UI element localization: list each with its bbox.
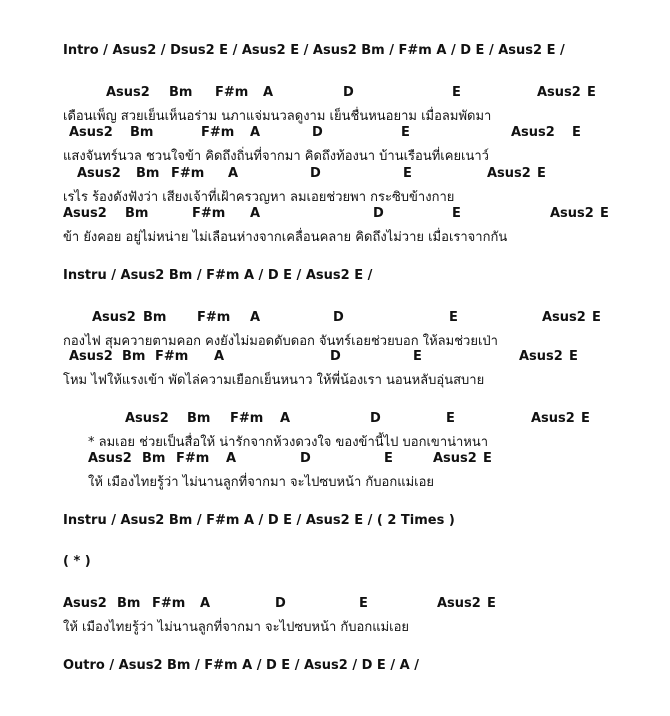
chord: D bbox=[330, 349, 341, 364]
chord: F#m bbox=[155, 349, 189, 364]
chord: D bbox=[333, 310, 344, 325]
lyric-line: * ลมเอย ช่วยเป็นสื่อให้ น่ารักจากห้วงดวงใจ ของข้านี้ไป บอกเขาน่าหนา bbox=[88, 435, 489, 450]
chord: E bbox=[401, 125, 410, 140]
chord: F#m bbox=[215, 85, 249, 100]
chord: D bbox=[300, 451, 311, 466]
chord: Asus2 bbox=[542, 310, 586, 325]
chord: D bbox=[312, 125, 323, 140]
chord: A bbox=[226, 451, 237, 466]
chord: E bbox=[600, 206, 609, 221]
chord: A bbox=[250, 206, 261, 221]
chord: E bbox=[452, 206, 461, 221]
chord-line bbox=[0, 85, 670, 101]
chord: Asus2 bbox=[531, 411, 575, 426]
chord: A bbox=[214, 349, 225, 364]
chord: D bbox=[343, 85, 354, 100]
chord-line bbox=[0, 310, 670, 326]
chord: E bbox=[487, 596, 496, 611]
chord: Asus2 bbox=[519, 349, 563, 364]
chord: D bbox=[370, 411, 381, 426]
chord: A bbox=[250, 310, 261, 325]
chord: E bbox=[446, 411, 455, 426]
chord-line bbox=[0, 451, 670, 467]
chord: Asus2 bbox=[77, 166, 121, 181]
section-chorus-repeat: ( * ) bbox=[63, 554, 91, 569]
chord: Asus2 bbox=[550, 206, 594, 221]
chord: D bbox=[373, 206, 384, 221]
chord: Bm bbox=[136, 166, 160, 181]
chord: E bbox=[413, 349, 422, 364]
chord: D bbox=[275, 596, 286, 611]
chord: Bm bbox=[169, 85, 193, 100]
chord: E bbox=[403, 166, 412, 181]
chord: F#m bbox=[230, 411, 264, 426]
chord: Bm bbox=[142, 451, 166, 466]
lyric-line: แสงจันทร์นวล ชวนใจข้า คิดถึงถิ่นที่จากมา คิดถึงท้องนา บ้านเรือนที่เคยเนาว์ bbox=[63, 149, 489, 164]
lyric-line: ข้า ยังคอย อยู่ไม่หน่าย ไม่เลือนห่างจากเคลื่อนคลาย คิดถึงไม่วาย เมื่อเราจากกัน bbox=[63, 230, 508, 245]
chord: Asus2 bbox=[88, 451, 132, 466]
chord: Asus2 bbox=[537, 85, 581, 100]
lyric-line: เดือนเพ็ญ สวยเย็นเห็นอร่าม นภาแจ่มนวลดูงาม เย็นชื่นหนอยาม เมื่อลมพัดมา bbox=[63, 109, 492, 124]
chord-line bbox=[0, 596, 670, 612]
section-outro: Outro / Asus2 Bm / F#m A / D E / Asus2 / D E / A / bbox=[63, 658, 419, 673]
chord: A bbox=[228, 166, 239, 181]
chord-line bbox=[0, 125, 670, 141]
chord: Bm bbox=[125, 206, 149, 221]
chord: E bbox=[384, 451, 393, 466]
chord: E bbox=[449, 310, 458, 325]
chord: Asus2 bbox=[63, 596, 107, 611]
chord: E bbox=[587, 85, 596, 100]
chord: Asus2 bbox=[125, 411, 169, 426]
chord: E bbox=[569, 349, 578, 364]
chord: F#m bbox=[201, 125, 235, 140]
chord: F#m bbox=[192, 206, 226, 221]
chord: Bm bbox=[117, 596, 141, 611]
chord: Asus2 bbox=[63, 206, 107, 221]
section-intro: Intro / Asus2 / Dsus2 E / Asus2 E / Asus2 Bm / F#m A / D E / Asus2 E / bbox=[63, 43, 565, 58]
chord: E bbox=[581, 411, 590, 426]
chord: D bbox=[310, 166, 321, 181]
chord: E bbox=[483, 451, 492, 466]
chord: E bbox=[537, 166, 546, 181]
chord: A bbox=[263, 85, 274, 100]
chord: F#m bbox=[197, 310, 231, 325]
chord: E bbox=[452, 85, 461, 100]
lyric-line: ให้ เมืองไทยรู้ว่า ไม่นานลูกที่จากมา จะไปซบหน้า กับอกแม่เอย bbox=[63, 620, 410, 635]
chord-line bbox=[0, 411, 670, 427]
chord: Asus2 bbox=[69, 125, 113, 140]
chord: F#m bbox=[171, 166, 205, 181]
chord: E bbox=[572, 125, 581, 140]
chord: Asus2 bbox=[106, 85, 150, 100]
chord-line bbox=[0, 166, 670, 182]
lyric-line: ให้ เมืองไทยรู้ว่า ไม่นานลูกที่จากมา จะไปซบหน้า กับอกแม่เอย bbox=[88, 475, 435, 490]
section-instru2: Instru / Asus2 Bm / F#m A / D E / Asus2 E / ( 2 Times ) bbox=[63, 513, 455, 528]
chord: F#m bbox=[152, 596, 186, 611]
chord: Asus2 bbox=[433, 451, 477, 466]
chord: Asus2 bbox=[437, 596, 481, 611]
chord: A bbox=[200, 596, 211, 611]
chord: Bm bbox=[187, 411, 211, 426]
lyric-line: เรไร ร้องดังฟังว่า เสียงเจ้าที่เฝ้าครวญหา ลมเอยช่วยพา กระซิบข้างกาย bbox=[63, 190, 455, 205]
chord: E bbox=[359, 596, 368, 611]
chord: Asus2 bbox=[511, 125, 555, 140]
section-instru1: Instru / Asus2 Bm / F#m A / D E / Asus2 E / bbox=[63, 268, 373, 283]
chord: E bbox=[592, 310, 601, 325]
lyric-line: กองไฟ สุมควายตามคอก คงยังไม่มอดดับดอก จันทร์เอยช่วยบอก ให้ลมช่วยเป่า bbox=[63, 334, 498, 349]
chord: A bbox=[250, 125, 261, 140]
chord: F#m bbox=[176, 451, 210, 466]
chord: Bm bbox=[122, 349, 146, 364]
chord: Asus2 bbox=[69, 349, 113, 364]
chord: A bbox=[280, 411, 291, 426]
chord: Asus2 bbox=[487, 166, 531, 181]
chord: Asus2 bbox=[92, 310, 136, 325]
chord-line bbox=[0, 206, 670, 222]
chord: Bm bbox=[130, 125, 154, 140]
chord-line bbox=[0, 349, 670, 365]
lyric-line: โหม ไฟให้แรงเข้า พัดไล่ความเยือกเย็นหนาว ให้พี่น้องเรา นอนหลับอุ่นสบาย bbox=[63, 373, 485, 388]
chord: Bm bbox=[143, 310, 167, 325]
